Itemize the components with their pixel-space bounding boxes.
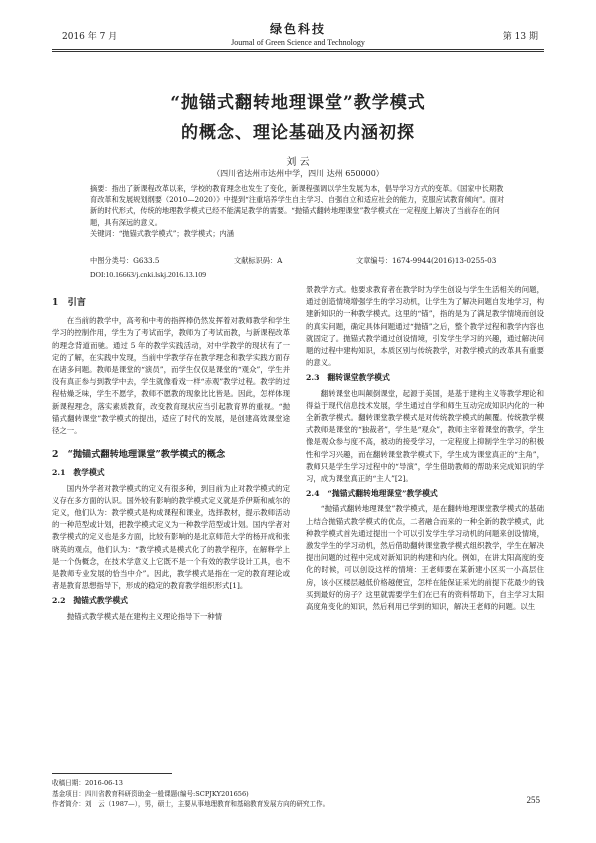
journal-title-cn: 绿色科技 xyxy=(269,22,326,36)
header-rule-thin xyxy=(52,51,544,52)
section-1-paragraph: 在当前的教学中，高考和中考的指挥棒仍然发挥着对教师教学和学生学习的控制作用，学生为了考试而学，教师为了考试而教，与新课程改革的理念背道而驰。通过 5 年的教学实践活动，对中学教学的现状有了一定的了解，在实践中发现，当前中学教学存在教学理念和教学实践方面存在诸多问题。教师是课堂的“演员”，而学生仅仅是课堂的“观众”，学生并没有真正参与到教学中去，学生就像看戏一样“赤观”教学过程。教学的过程枯燥乏味，学生不愿学，教师不愿教的现象比比皆是。因此，怎样体现新课程理念，落实素质教育，改变教育现状应当引起教育界的重视。“抛锚式翻转课堂”教学模式的提出，适应了时代的发展，是创建高效课堂途径之一。 xyxy=(52,316,290,436)
article-title-line1: “抛锚式翻转地理课堂”教学模式 xyxy=(170,93,426,113)
section-1-heading: 1 引言 xyxy=(52,297,86,308)
header-date: 2016 年 7 月 xyxy=(62,32,118,42)
section-2-heading: 2 “抛锚式翻转地理课堂”教学模式的概念 xyxy=(52,449,226,461)
received-date: 收稿日期：2016-06-13 xyxy=(52,779,123,787)
subsection-2-2-paragraph: 抛锚式教学模式是在建构主义理论指导下一种情 xyxy=(66,611,223,621)
fund-project: 基金项目：四川省教育科研资助金一般课题(编号:SCPJKY201656) xyxy=(52,789,249,798)
subsection-2-1-paragraph: 国内外学者对教学模式的定义有很多种，到目前为止对教学模式的定义存在多方面的认识。国外较有影响的教学模式定义就是乔伊斯和威尔的定义，他们认为：教学模式是构成课程和课业，选择教材，提示教师活动的一种范型或计划，把教学模式定义为一种教学范型或计划。国内学者对教学模式的定义也是多方面，比较有影响的是北京师范大学的杨开成和张晓英的观点，他们认为：“教学模式是模式化了的教学程序，在解释学上是一个伪概念，在技术学意义上它既不是一个有效的教学设计工具，也不是教师专业发展的恰当中介”。因此，教学模式是指在一定的教育理论或者是教育思想指导下，形成的稳定的教育教学组织形式[1]。 xyxy=(52,483,290,591)
page-number: 255 xyxy=(526,795,540,805)
subsection-2-4-heading: 2.4 “抛锚式翻转地理课堂”教学模式 xyxy=(306,489,438,499)
doi: DOI:10.16663/j.cnki.lskj.2016.13.109 xyxy=(90,270,207,279)
footnotes xyxy=(52,778,352,810)
article-number: 文章编号：1674-9944(2016)13-0255-03 xyxy=(356,256,497,265)
left-column xyxy=(52,291,290,623)
header-issue: 第 13 期 xyxy=(502,32,538,42)
subsection-2-4-paragraph: “抛锚式翻转地理课堂”教学模式，是在翻转地理课堂教学模式的基础上结合抛锚式教学模式的优点，二者融合而来的一种全新的教学模式，此种教学模式首先通过提出一个可以引发学生学习动机的问题来创设情境，激发学生的学习动机，然后借助翻转课堂教学模式组织教学，学生在解决提出问题的过程中完成对新知识的构建和内化。例如，在讲太阳高度的变化的时候，可以创设这样的情境：王老师要在某新建小区买一小高层住房，该小区楼层越低价格越便宜，怎样在能保证采光的前提下花最少的钱买到最好的房子？这里就需要学生们在已有的资料帮助下，自主学习太阳高度角变化的知识，然后利用已学到的知识，解决王老师的问题。以生 xyxy=(306,504,544,612)
author-affiliation: （四川省达州市达州中学，四川 达州 650000） xyxy=(212,169,384,178)
abstract-text: 摘要：指出了新课程改革以来，学校的教育理念也发生了变化，新课程强调以学生发展为本，倡导学习方式的变革。《国家中长期教育改革和发展规划纲要（2010—2020）》中提到“注重培养学生自主学习、自强自立和适应社会的能力，克服应试教育倾向”。面对新的时代形式，传统的地理教学模式已经不能满足教学的需要。“抛锚式翻转地理课堂”教学模式在一定程度上解决了当前存在的问题，具有深远的意义。 xyxy=(90,184,505,227)
header-rule xyxy=(52,49,544,50)
subsection-2-1-heading: 2.1 教学模式 xyxy=(52,468,105,478)
abstract-block xyxy=(90,183,510,239)
author-bio: 作者简介：刘 云（1987—），男，硕士，主要从事地理教育和基础教育发展方向的研究工作。 xyxy=(52,800,330,808)
right-column xyxy=(306,284,544,613)
journal-title-en: Journal of Green Science and Technology xyxy=(231,38,365,47)
subsection-2-3-paragraph: 翻转课堂也叫颠倒课堂，起源于美国，是基于建构主义等教学理论和得益于现代信息技术发展，学生通过自学和师生互动完成知识内化的一种全新教学模式。翻转课堂教学模式是对传统教学模式的颠覆。传统教学模式教师是课堂的“独裁者”，学生是“观众”，教师主宰着课堂的教学，学生像是观众参与度不高，被动的接受学习，一定程度上抑制学生学习的积极性和学习兴趣，而在翻转课堂教学模式下，学生成为课堂真正的“主角”，教师只是学生学习过程中的“导演”，学生借助教师的帮助来完成知识的学习，成为课堂真正的“主人”[2]。 xyxy=(306,388,544,484)
keywords: 关键词：“抛锚式教学模式”；教学模式；内涵 xyxy=(90,228,234,238)
footnote-rule xyxy=(52,773,172,774)
subsection-2-2-heading: 2.2 抛锚式教学模式 xyxy=(52,596,128,606)
clc-number: 中图分类号：G633.5 xyxy=(90,256,160,265)
right-column-paragraph-1: 景教学方式。他要求教育者在教学时为学生创设与学生生活相关的问题，通过创造情境增强学生的学习动机，让学生为了解决问题自发地学习，构建新知识的一种教学模式。这里的“锚”，指的是为了满足教学情境而创设的真实问题，确定具体问题通过“抛锚”之后，整个教学过程和教学内容也就固定了。抛锚式教学通过创设情境，引发学生学习的兴趣，通过解决问题的过程中建构知识，本质区别与传统教学，对教学模式的改革具有重要的意义。 xyxy=(306,285,544,368)
article-title-line2: 的概念、理论基础及内涵初探 xyxy=(181,123,415,143)
document-code: 文献标识码：A xyxy=(234,256,283,265)
author-name: 刘 云 xyxy=(286,157,310,168)
subsection-2-3-heading: 2.3 翻转课堂教学模式 xyxy=(306,373,390,383)
